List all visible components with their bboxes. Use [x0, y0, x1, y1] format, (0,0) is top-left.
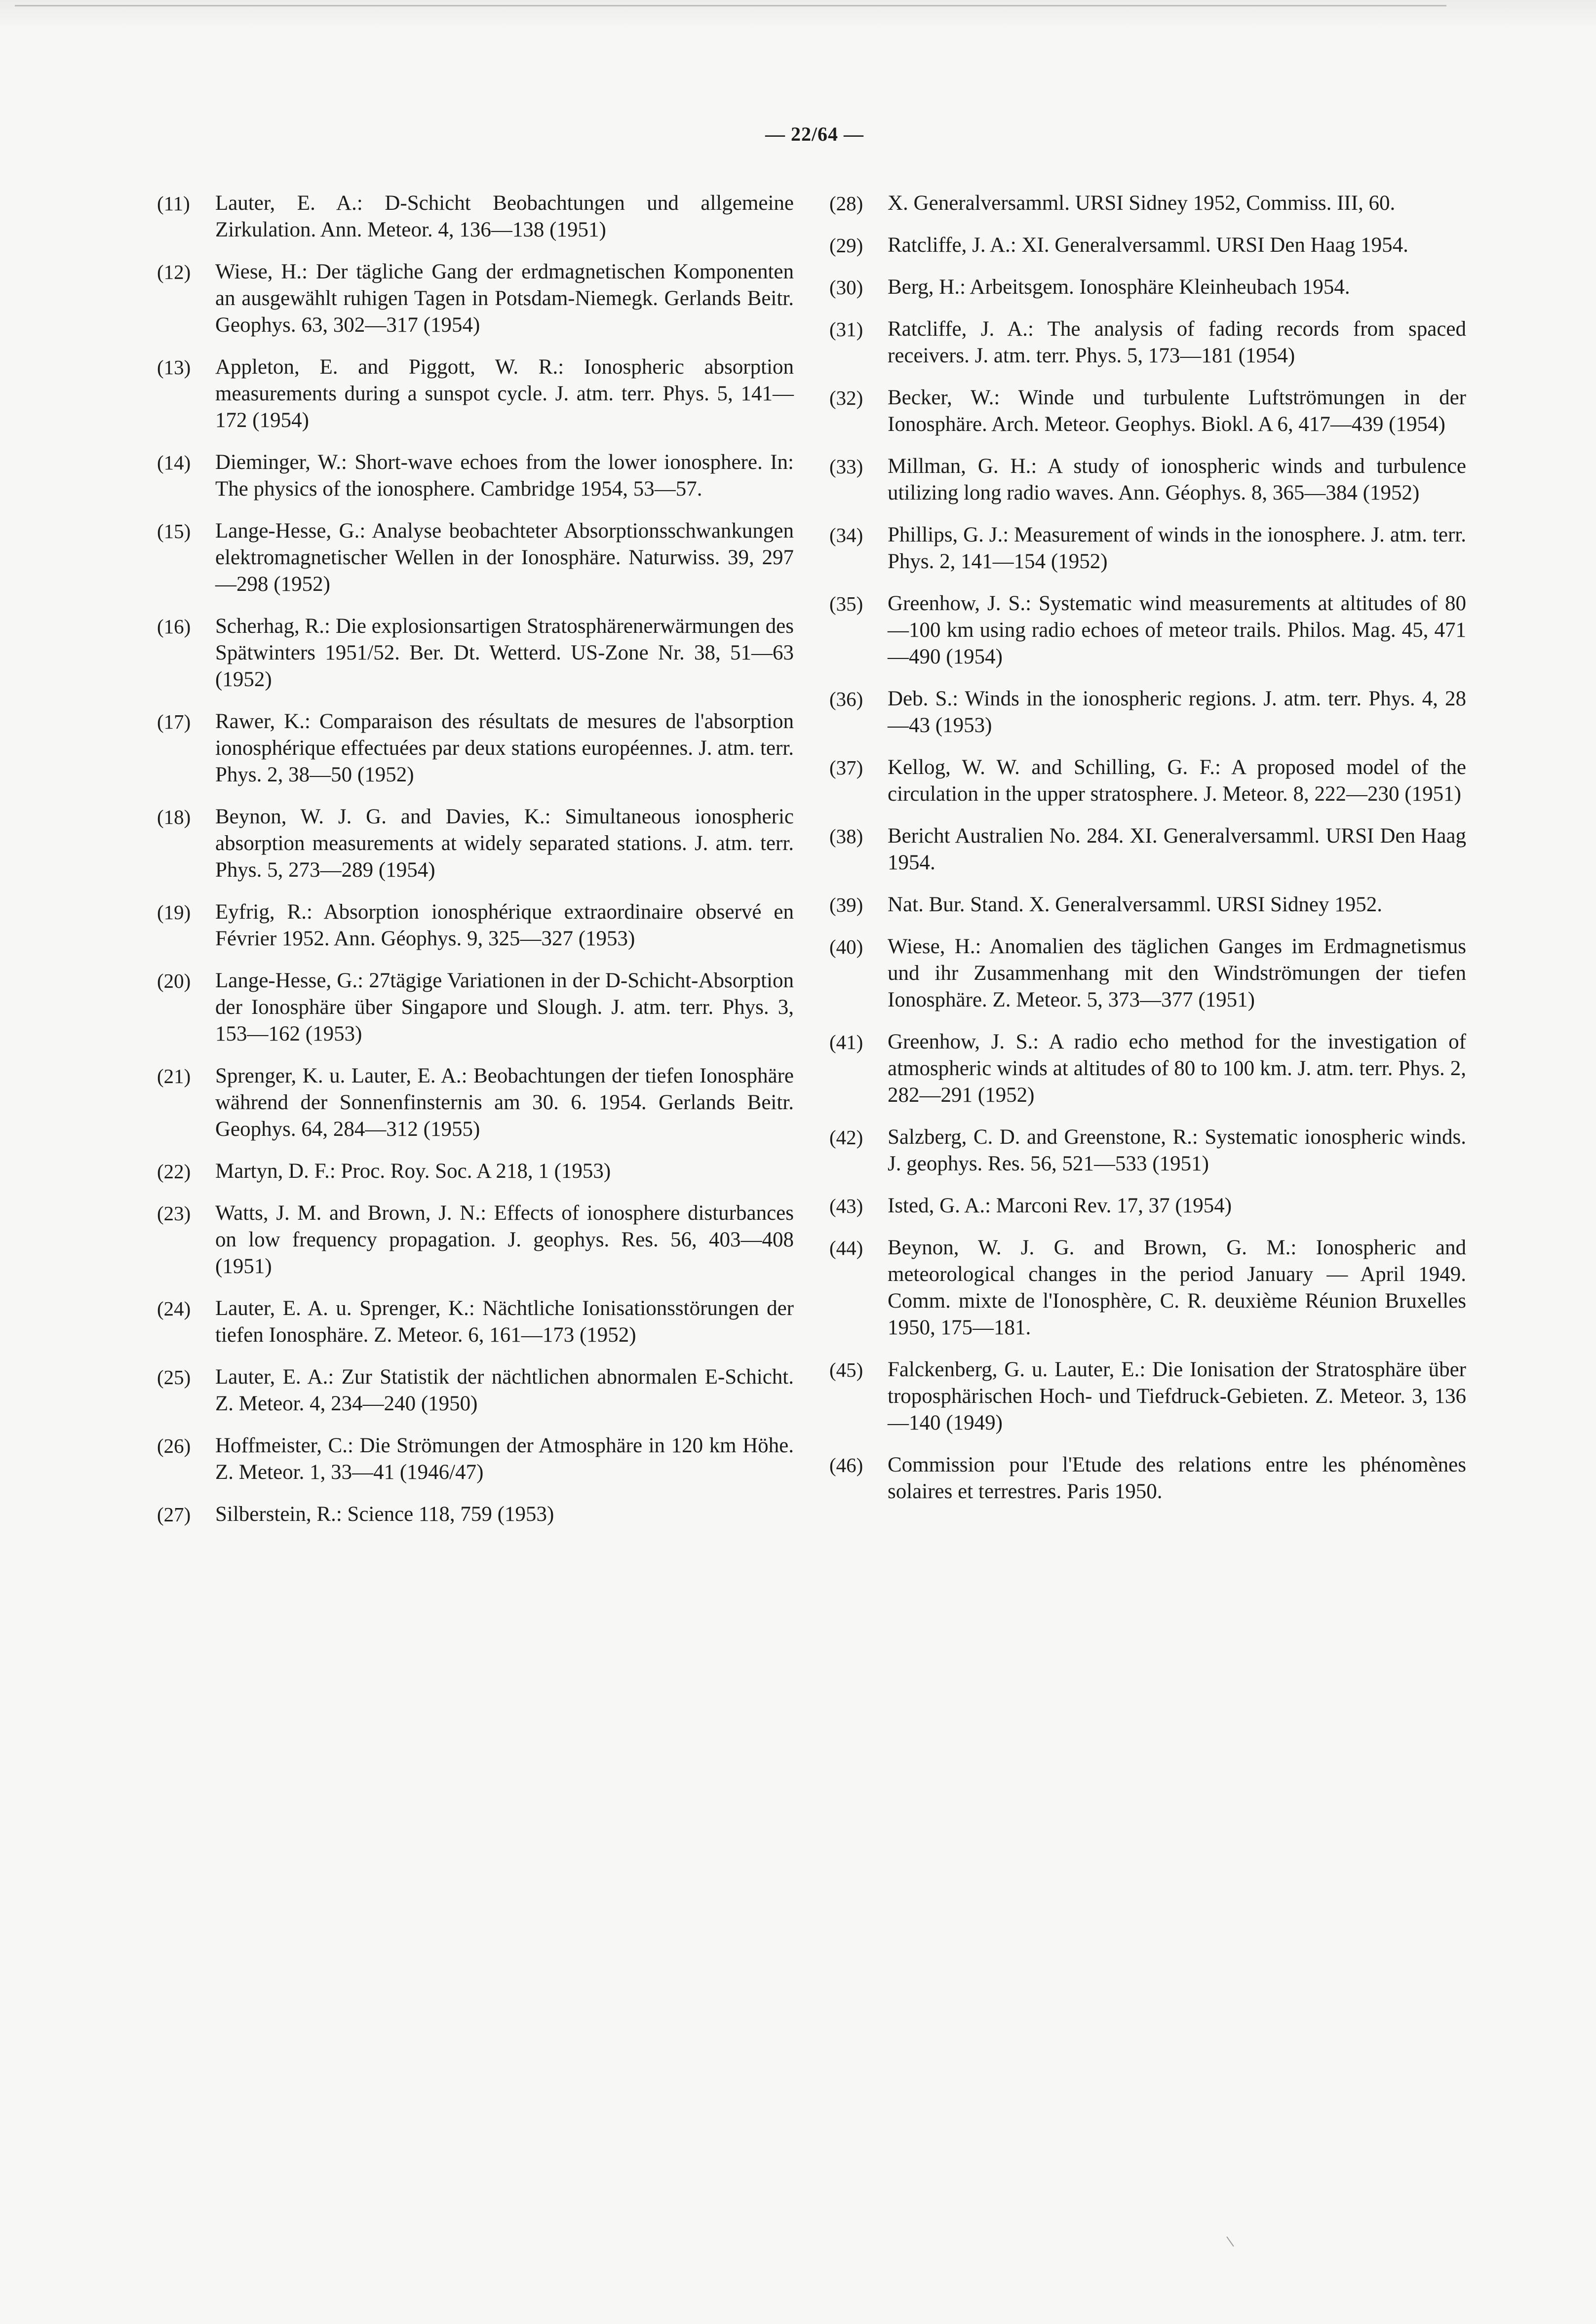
reference-number: (36)	[829, 688, 863, 710]
right-reference-column	[829, 190, 1466, 1520]
reference-number: (24)	[157, 1297, 191, 1320]
reference-number: (23)	[157, 1202, 191, 1225]
reference-entry	[157, 518, 794, 598]
reference-number: (11)	[157, 192, 190, 215]
reference-entry	[157, 259, 794, 339]
reference-number: (39)	[829, 893, 863, 916]
reference-entry	[829, 590, 1466, 670]
reference-number: (22)	[157, 1160, 191, 1183]
reference-text: Watts, J. M. and Brown, J. N.: Effects of ionosphere disturbances on low frequency propagation. J. geophys. Res. 56, 403—408 (1951)	[215, 1201, 794, 1278]
reference-entry	[829, 1452, 1466, 1505]
reference-text: Berg, H.: Arbeitsgem. Ionosphäre Kleinheubach 1954.	[888, 275, 1350, 299]
reference-entry	[829, 1124, 1466, 1177]
reference-text: Lange-Hesse, G.: 27tägige Variationen in der D-Schicht-Absorption der Ionosphäre über Singapore und Slough. J. atm. terr. Phys. 3, 153—162 (1953)	[215, 969, 794, 1046]
reference-entry	[157, 1063, 794, 1143]
reference-number: (34)	[829, 524, 863, 546]
reference-number: (45)	[829, 1358, 863, 1381]
reference-entry	[829, 823, 1466, 876]
reference-number: (38)	[829, 825, 863, 848]
reference-entry	[157, 1364, 794, 1417]
reference-entry	[829, 1356, 1466, 1436]
reference-number: (14)	[157, 451, 191, 474]
reference-text: Lauter, E. A.: D-Schicht Beobachtungen und allgemeine Zirkulation. Ann. Meteor. 4, 136—138 (1951)	[215, 192, 794, 241]
reference-entry	[157, 899, 794, 952]
scan-edge	[0, 0, 1596, 30]
reference-text: Beynon, W. J. G. and Brown, G. M.: Ionospheric and meteorological changes in the period January — April 1949. Comm. mixte de l'Ionosphère, C. R. deuxième Réunion Bruxelles 1950, 175—181.	[888, 1236, 1466, 1339]
reference-number: (16)	[157, 615, 191, 638]
reference-text: Beynon, W. J. G. and Davies, K.: Simultaneous ionospheric absorption measurements at widely separated stations. J. atm. terr. Phys. 5, 273—289 (1954)	[215, 805, 794, 882]
reference-text: Sprenger, K. u. Lauter, E. A.: Beobachtungen der tiefen Ionosphäre während der Sonnenfinsternis am 30. 6. 1954. Gerlands Beitr. Geophys. 64, 284—312 (1955)	[215, 1064, 794, 1141]
reference-entry	[157, 613, 794, 693]
reference-number: (27)	[157, 1503, 191, 1526]
reference-entry	[829, 232, 1466, 259]
reference-number: (15)	[157, 520, 191, 542]
reference-text: Becker, W.: Winde und turbulente Luftströmungen in der Ionosphäre. Arch. Meteor. Geophys. Biokl. A 6, 417—439 (1954)	[888, 386, 1466, 436]
reference-entry	[829, 522, 1466, 575]
reference-text: Ratcliffe, J. A.: XI. Generalversamml. URSI Den Haag 1954.	[888, 233, 1408, 257]
reference-text: Hoffmeister, C.: Die Strömungen der Atmosphäre in 120 km Höhe. Z. Meteor. 1, 33—41 (1946/47)	[215, 1434, 794, 1484]
reference-entry	[829, 1235, 1466, 1341]
scan-border-line	[15, 5, 1446, 6]
reference-number: (26)	[157, 1434, 191, 1457]
left-reference-column	[157, 190, 794, 1543]
reference-number: (42)	[829, 1126, 863, 1149]
reference-text: Scherhag, R.: Die explosionsartigen Stratosphärenerwärmungen des Spätwinters 1951/52. Ber. Dt. Wetterd. US-Zone Nr. 38, 51—63 (1952)	[215, 615, 794, 691]
reference-entry	[829, 274, 1466, 301]
reference-number: (21)	[157, 1065, 191, 1087]
reference-text: Falckenberg, G. u. Lauter, E.: Die Ionisation der Stratosphäre über troposphärischen Hoch- und Tiefdruck-Gebieten. Z. Meteor. 3, 136—140 (1949)	[888, 1358, 1466, 1434]
reference-text: Bericht Australien No. 284. XI. Generalversamml. URSI Den Haag 1954.	[888, 824, 1466, 874]
reference-number: (29)	[829, 234, 863, 257]
reference-text: Commission pour l'Etude des relations entre les phénomènes solaires et terrestres. Paris 1950.	[888, 1453, 1466, 1503]
reference-number: (18)	[157, 806, 191, 828]
reference-number: (35)	[829, 592, 863, 615]
reference-text: Appleton, E. and Piggott, W. R.: Ionospheric absorption measurements during a sunspot cycle. J. atm. terr. Phys. 5, 141—172 (1954)	[215, 355, 794, 432]
reference-text: Kellog, W. W. and Schilling, G. F.: A proposed model of the circulation in the upper stratosphere. J. Meteor. 8, 222—230 (1951)	[888, 756, 1466, 806]
reference-entry	[829, 686, 1466, 739]
reference-number: (19)	[157, 901, 191, 924]
reference-text: Martyn, D. F.: Proc. Roy. Soc. A 218, 1 (1953)	[215, 1160, 611, 1183]
reference-text: Nat. Bur. Stand. X. Generalversamml. URSI Sidney 1952.	[888, 893, 1383, 916]
reference-text: Ratcliffe, J. A.: The analysis of fading records from spaced receivers. J. atm. terr. Phys. 5, 173—181 (1954)	[888, 317, 1466, 367]
reference-text: Rawer, K.: Comparaison des résultats de mesures de l'absorption ionosphérique effectuées par deux stations européennes. J. atm. terr. Phys. 2, 38—50 (1952)	[215, 710, 794, 786]
reference-text: X. Generalversamml. URSI Sidney 1952, Commiss. III, 60.	[888, 192, 1396, 215]
reference-entry	[157, 1158, 794, 1185]
reference-entry	[829, 754, 1466, 808]
reference-text: Millman, G. H.: A study of ionospheric winds and turbulence utilizing long radio waves. Ann. Géophys. 8, 365—384 (1952)	[888, 455, 1466, 504]
reference-text: Lauter, E. A.: Zur Statistik der nächtlichen abnormalen E-Schicht. Z. Meteor. 4, 234—240 (1950)	[215, 1365, 794, 1415]
reference-entry	[829, 385, 1466, 438]
reference-text: Eyfrig, R.: Absorption ionosphérique extraordinaire observé en Février 1952. Ann. Géophys. 9, 325—327 (1953)	[215, 900, 794, 950]
reference-number: (17)	[157, 710, 191, 733]
reference-entry	[157, 1501, 794, 1528]
reference-text: Lauter, E. A. u. Sprenger, K.: Nächtliche Ionisationsstörungen der tiefen Ionosphäre. Z. Meteor. 6, 161—173 (1952)	[215, 1297, 794, 1347]
reference-entry	[829, 891, 1466, 918]
reference-text: Greenhow, J. S.: Systematic wind measurements at altitudes of 80—100 km using radio echoes of meteor trails. Philos. Mag. 45, 471—490 (1954)	[888, 592, 1466, 668]
reference-text: Salzberg, C. D. and Greenstone, R.: Systematic ionospheric winds. J. geophys. Res. 56, 521—533 (1951)	[888, 1125, 1466, 1175]
reference-number: (46)	[829, 1454, 863, 1476]
reference-entry	[157, 968, 794, 1047]
reference-text: Greenhow, J. S.: A radio echo method for the investigation of atmospheric winds at altitudes of 80 to 100 km. J. atm. terr. Phys. 2, 282—291 (1952)	[888, 1030, 1466, 1107]
scan-mark	[1226, 2237, 1234, 2247]
reference-number: (12)	[157, 261, 191, 283]
reference-entry	[157, 1200, 794, 1280]
reference-number: (41)	[829, 1031, 863, 1053]
reference-entry	[157, 354, 794, 434]
reference-number: (28)	[829, 192, 863, 215]
reference-text: Lange-Hesse, G.: Analyse beobachteter Absorptionsschwankungen elektromagnetischer Wellen in der Ionosphäre. Naturwiss. 39, 297—298 (1952)	[215, 519, 794, 596]
reference-text: Wiese, H.: Anomalien des täglichen Ganges im Erdmagnetismus und ihr Zusammenhang mit den Windströmungen der tiefen Ionosphäre. Z. Meteor. 5, 373—377 (1951)	[888, 935, 1466, 1011]
reference-entry	[157, 708, 794, 788]
reference-entry	[157, 804, 794, 884]
reference-text: Phillips, G. J.: Measurement of winds in the ionosphere. J. atm. terr. Phys. 2, 141—154 (1952)	[888, 523, 1466, 573]
reference-text: Wiese, H.: Der tägliche Gang der erdmagnetischen Komponenten an ausgewählt ruhigen Tagen in Potsdam-Niemegk. Gerlands Beitr. Geophys. 63, 302—317 (1954)	[215, 260, 794, 337]
reference-text: Silberstein, R.: Science 118, 759 (1953)	[215, 1503, 554, 1526]
reference-number: (20)	[157, 969, 191, 992]
reference-entry	[829, 190, 1466, 217]
reference-number: (32)	[829, 387, 863, 409]
reference-entry	[829, 933, 1466, 1013]
page-number: — 22/64 —	[765, 123, 864, 145]
reference-number: (31)	[829, 318, 863, 341]
reference-number: (25)	[157, 1366, 191, 1389]
reference-number: (44)	[829, 1237, 863, 1259]
reference-number: (13)	[157, 356, 191, 379]
reference-entry	[829, 316, 1466, 369]
reference-entry	[157, 1295, 794, 1349]
reference-entry	[157, 1433, 794, 1486]
reference-text: Dieminger, W.: Short-wave echoes from the lower ionosphere. In: The physics of the ionosphere. Cambridge 1954, 53—57.	[215, 451, 794, 501]
reference-text: Isted, G. A.: Marconi Rev. 17, 37 (1954)	[888, 1194, 1232, 1217]
reference-text: Deb. S.: Winds in the ionospheric regions. J. atm. terr. Phys. 4, 28—43 (1953)	[888, 687, 1466, 737]
reference-entry	[829, 1029, 1466, 1109]
reference-entry	[829, 1193, 1466, 1219]
reference-number: (40)	[829, 935, 863, 958]
reference-number: (37)	[829, 756, 863, 779]
reference-number: (33)	[829, 455, 863, 478]
reference-number: (30)	[829, 276, 863, 299]
reference-entry	[157, 449, 794, 503]
reference-entry	[829, 453, 1466, 506]
reference-number: (43)	[829, 1195, 863, 1217]
reference-entry	[157, 190, 794, 243]
